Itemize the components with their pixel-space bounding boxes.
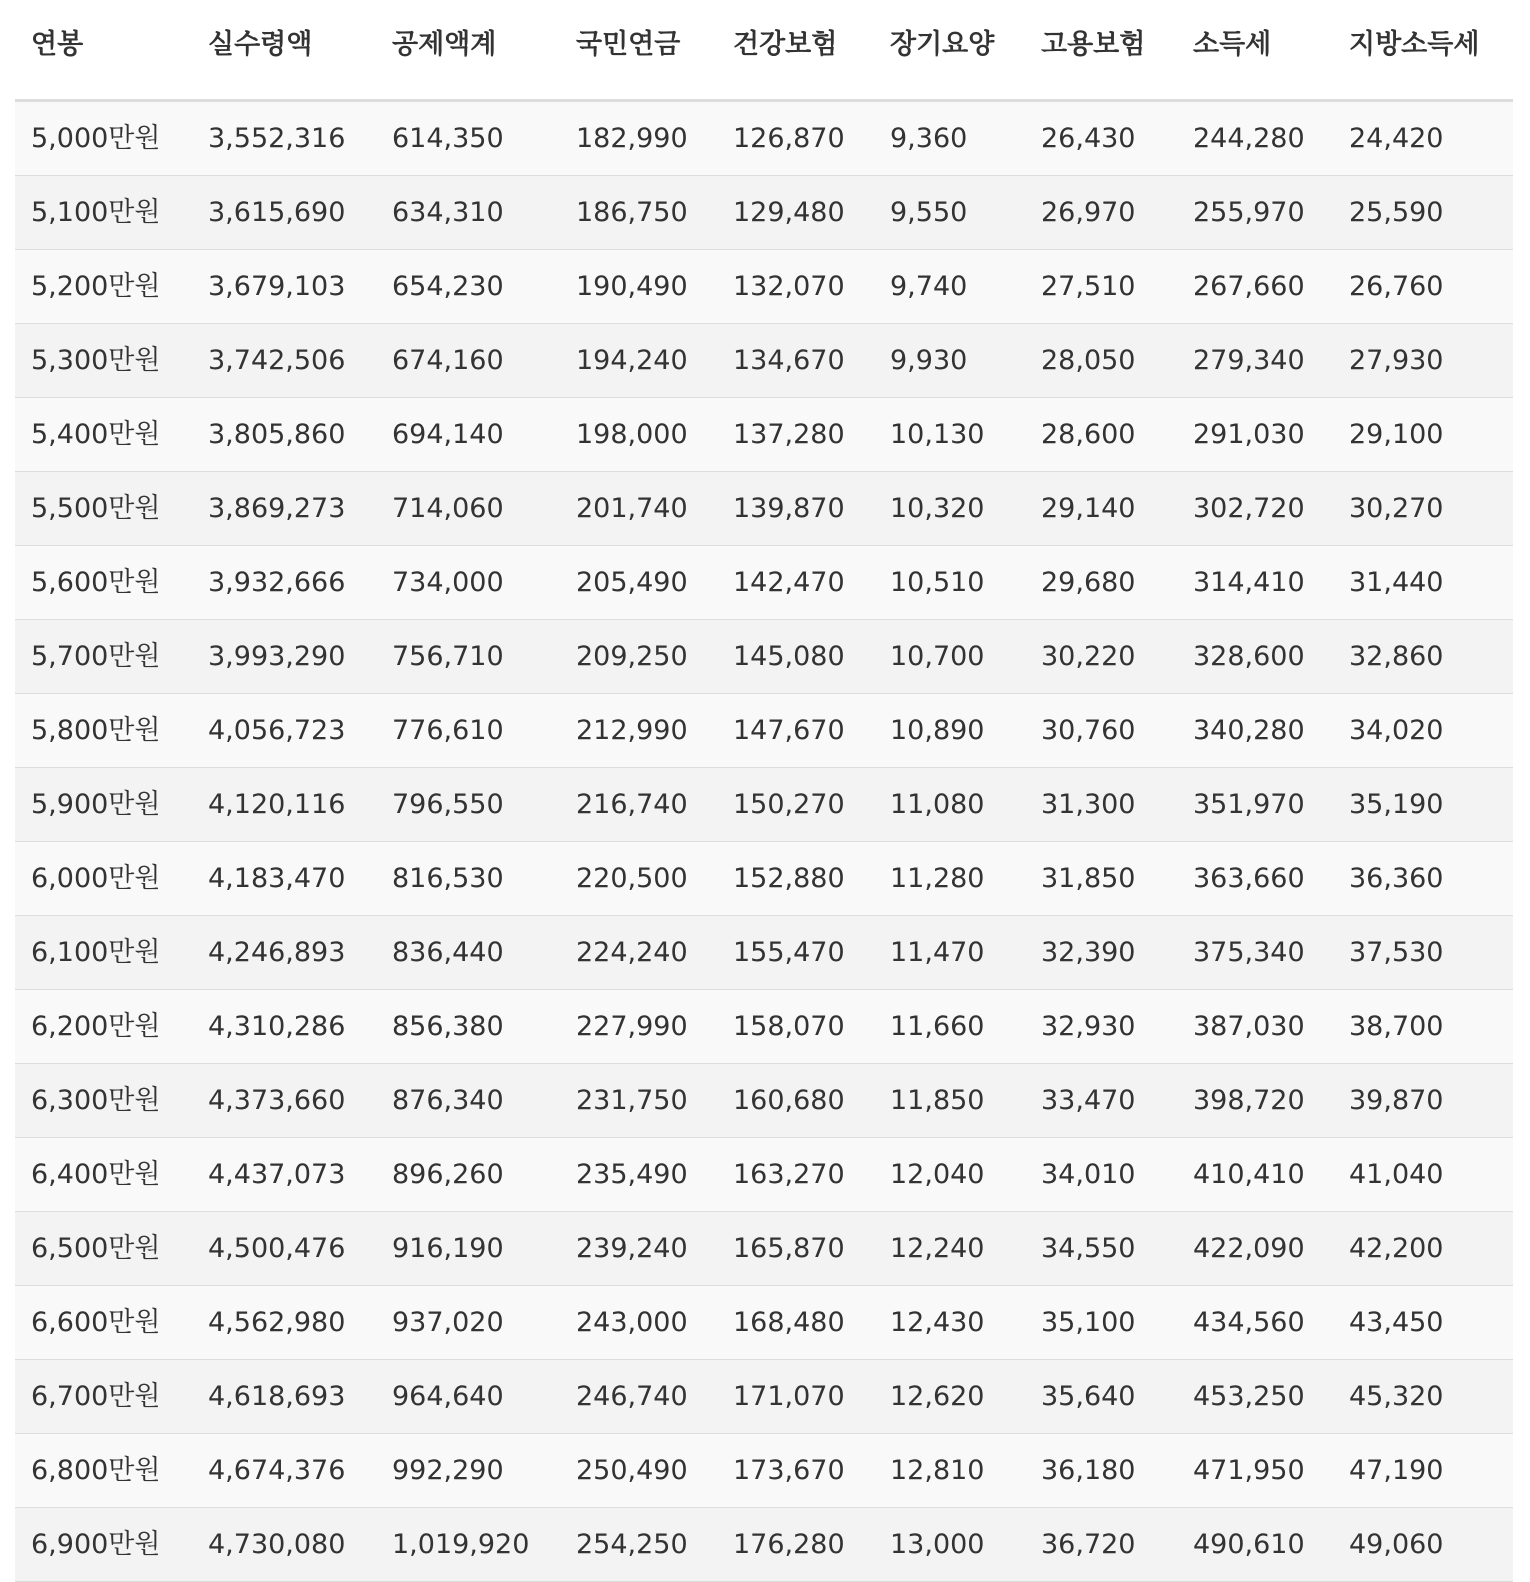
header-annual-salary: 연봉: [15, 0, 192, 101]
cell-local-income-tax: 34,020: [1333, 694, 1513, 768]
cell-annual-salary: 6,300만원: [15, 1064, 192, 1138]
cell-long-term-care: 11,850: [874, 1064, 1025, 1138]
cell-local-income-tax: 45,320: [1333, 1360, 1513, 1434]
table-row: [15, 990, 1513, 1064]
cell-national-pension: 243,000: [560, 1286, 717, 1360]
cell-employment-insurance: 28,600: [1025, 398, 1177, 472]
cell-net-pay: 3,742,506: [192, 324, 376, 398]
cell-total-deductions: 816,530: [376, 842, 560, 916]
table-row: [15, 1434, 1513, 1508]
cell-national-pension: 231,750: [560, 1064, 717, 1138]
cell-income-tax: 340,280: [1177, 694, 1333, 768]
cell-employment-insurance: 32,390: [1025, 916, 1177, 990]
cell-local-income-tax: 41,040: [1333, 1138, 1513, 1212]
cell-national-pension: 212,990: [560, 694, 717, 768]
cell-health-insurance: 160,680: [717, 1064, 874, 1138]
cell-local-income-tax: 43,450: [1333, 1286, 1513, 1360]
cell-net-pay: 3,679,103: [192, 250, 376, 324]
cell-health-insurance: 171,070: [717, 1360, 874, 1434]
header-local-income-tax: 지방소득세: [1333, 0, 1513, 101]
cell-long-term-care: 12,620: [874, 1360, 1025, 1434]
cell-income-tax: 363,660: [1177, 842, 1333, 916]
cell-income-tax: 267,660: [1177, 250, 1333, 324]
cell-annual-salary: 6,800만원: [15, 1434, 192, 1508]
cell-local-income-tax: 26,760: [1333, 250, 1513, 324]
cell-local-income-tax: 27,930: [1333, 324, 1513, 398]
cell-total-deductions: 776,610: [376, 694, 560, 768]
table-row: [15, 101, 1513, 176]
cell-health-insurance: 155,470: [717, 916, 874, 990]
cell-annual-salary: 5,000만원: [15, 101, 192, 176]
cell-total-deductions: 714,060: [376, 472, 560, 546]
cell-net-pay: 4,246,893: [192, 916, 376, 990]
cell-local-income-tax: 30,270: [1333, 472, 1513, 546]
cell-national-pension: 216,740: [560, 768, 717, 842]
header-total-deductions: 공제액계: [376, 0, 560, 101]
cell-net-pay: 4,674,376: [192, 1434, 376, 1508]
cell-annual-salary: 6,100만원: [15, 916, 192, 990]
cell-health-insurance: 165,870: [717, 1212, 874, 1286]
cell-income-tax: 471,950: [1177, 1434, 1333, 1508]
cell-national-pension: 198,000: [560, 398, 717, 472]
cell-long-term-care: 11,080: [874, 768, 1025, 842]
cell-total-deductions: 937,020: [376, 1286, 560, 1360]
cell-long-term-care: 13,000: [874, 1508, 1025, 1582]
cell-employment-insurance: 30,220: [1025, 620, 1177, 694]
cell-employment-insurance: 31,300: [1025, 768, 1177, 842]
cell-income-tax: 255,970: [1177, 176, 1333, 250]
cell-national-pension: 227,990: [560, 990, 717, 1064]
cell-health-insurance: 152,880: [717, 842, 874, 916]
cell-long-term-care: 12,040: [874, 1138, 1025, 1212]
cell-net-pay: 3,615,690: [192, 176, 376, 250]
cell-annual-salary: 6,000만원: [15, 842, 192, 916]
cell-net-pay: 3,869,273: [192, 472, 376, 546]
cell-income-tax: 351,970: [1177, 768, 1333, 842]
cell-income-tax: 434,560: [1177, 1286, 1333, 1360]
cell-total-deductions: 856,380: [376, 990, 560, 1064]
cell-net-pay: 4,437,073: [192, 1138, 376, 1212]
cell-total-deductions: 756,710: [376, 620, 560, 694]
cell-national-pension: 182,990: [560, 101, 717, 176]
cell-health-insurance: 150,270: [717, 768, 874, 842]
cell-local-income-tax: 36,360: [1333, 842, 1513, 916]
cell-employment-insurance: 34,010: [1025, 1138, 1177, 1212]
cell-national-pension: 186,750: [560, 176, 717, 250]
cell-income-tax: 375,340: [1177, 916, 1333, 990]
cell-total-deductions: 734,000: [376, 546, 560, 620]
cell-total-deductions: 654,230: [376, 250, 560, 324]
cell-health-insurance: 168,480: [717, 1286, 874, 1360]
cell-local-income-tax: 29,100: [1333, 398, 1513, 472]
table-row: [15, 1508, 1513, 1582]
cell-local-income-tax: 49,060: [1333, 1508, 1513, 1582]
cell-annual-salary: 5,600만원: [15, 546, 192, 620]
cell-employment-insurance: 29,680: [1025, 546, 1177, 620]
cell-national-pension: 205,490: [560, 546, 717, 620]
table-row: [15, 1360, 1513, 1434]
cell-income-tax: 422,090: [1177, 1212, 1333, 1286]
header-net-pay: 실수령액: [192, 0, 376, 101]
table-row: [15, 916, 1513, 990]
table-row: [15, 1138, 1513, 1212]
cell-local-income-tax: 24,420: [1333, 101, 1513, 176]
cell-net-pay: 3,805,860: [192, 398, 376, 472]
table-row: [15, 472, 1513, 546]
cell-employment-insurance: 27,510: [1025, 250, 1177, 324]
header-income-tax: 소득세: [1177, 0, 1333, 101]
cell-national-pension: 201,740: [560, 472, 717, 546]
cell-long-term-care: 12,430: [874, 1286, 1025, 1360]
cell-national-pension: 239,240: [560, 1212, 717, 1286]
cell-health-insurance: 158,070: [717, 990, 874, 1064]
cell-annual-salary: 6,500만원: [15, 1212, 192, 1286]
table-row: [15, 694, 1513, 768]
cell-long-term-care: 9,930: [874, 324, 1025, 398]
cell-net-pay: 4,618,693: [192, 1360, 376, 1434]
cell-national-pension: 190,490: [560, 250, 717, 324]
cell-employment-insurance: 26,430: [1025, 101, 1177, 176]
cell-annual-salary: 5,500만원: [15, 472, 192, 546]
cell-long-term-care: 10,130: [874, 398, 1025, 472]
cell-employment-insurance: 26,970: [1025, 176, 1177, 250]
cell-total-deductions: 836,440: [376, 916, 560, 990]
cell-employment-insurance: 33,470: [1025, 1064, 1177, 1138]
cell-employment-insurance: 28,050: [1025, 324, 1177, 398]
header-health-insurance: 건강보험: [717, 0, 874, 101]
table-row: [15, 398, 1513, 472]
cell-net-pay: 4,730,080: [192, 1508, 376, 1582]
cell-employment-insurance: 32,930: [1025, 990, 1177, 1064]
salary-table-container: [15, 0, 1513, 1582]
cell-total-deductions: 674,160: [376, 324, 560, 398]
cell-total-deductions: 964,640: [376, 1360, 560, 1434]
cell-annual-salary: 5,900만원: [15, 768, 192, 842]
cell-total-deductions: 614,350: [376, 101, 560, 176]
cell-income-tax: 398,720: [1177, 1064, 1333, 1138]
table-row: [15, 250, 1513, 324]
cell-health-insurance: 145,080: [717, 620, 874, 694]
cell-long-term-care: 12,810: [874, 1434, 1025, 1508]
cell-local-income-tax: 37,530: [1333, 916, 1513, 990]
cell-national-pension: 209,250: [560, 620, 717, 694]
cell-national-pension: 220,500: [560, 842, 717, 916]
cell-income-tax: 279,340: [1177, 324, 1333, 398]
table-row: [15, 842, 1513, 916]
cell-income-tax: 314,410: [1177, 546, 1333, 620]
cell-annual-salary: 5,700만원: [15, 620, 192, 694]
cell-national-pension: 224,240: [560, 916, 717, 990]
cell-employment-insurance: 36,720: [1025, 1508, 1177, 1582]
cell-net-pay: 4,310,286: [192, 990, 376, 1064]
cell-local-income-tax: 35,190: [1333, 768, 1513, 842]
cell-long-term-care: 11,660: [874, 990, 1025, 1064]
header-row: [15, 0, 1513, 101]
cell-local-income-tax: 31,440: [1333, 546, 1513, 620]
cell-health-insurance: 163,270: [717, 1138, 874, 1212]
cell-net-pay: 4,373,660: [192, 1064, 376, 1138]
cell-health-insurance: 134,670: [717, 324, 874, 398]
cell-health-insurance: 176,280: [717, 1508, 874, 1582]
cell-net-pay: 4,183,470: [192, 842, 376, 916]
cell-long-term-care: 9,550: [874, 176, 1025, 250]
cell-net-pay: 3,932,666: [192, 546, 376, 620]
table-row: [15, 768, 1513, 842]
cell-employment-insurance: 35,640: [1025, 1360, 1177, 1434]
cell-local-income-tax: 39,870: [1333, 1064, 1513, 1138]
cell-national-pension: 250,490: [560, 1434, 717, 1508]
cell-net-pay: 4,500,476: [192, 1212, 376, 1286]
cell-employment-insurance: 31,850: [1025, 842, 1177, 916]
cell-long-term-care: 10,510: [874, 546, 1025, 620]
salary-table: [15, 0, 1513, 1582]
cell-income-tax: 302,720: [1177, 472, 1333, 546]
cell-health-insurance: 147,670: [717, 694, 874, 768]
cell-annual-salary: 6,600만원: [15, 1286, 192, 1360]
cell-total-deductions: 896,260: [376, 1138, 560, 1212]
cell-health-insurance: 173,670: [717, 1434, 874, 1508]
cell-annual-salary: 6,200만원: [15, 990, 192, 1064]
cell-employment-insurance: 36,180: [1025, 1434, 1177, 1508]
header-national-pension: 국민연금: [560, 0, 717, 101]
cell-total-deductions: 1,019,920: [376, 1508, 560, 1582]
cell-annual-salary: 5,300만원: [15, 324, 192, 398]
table-row: [15, 620, 1513, 694]
table-row: [15, 176, 1513, 250]
table-row: [15, 546, 1513, 620]
cell-total-deductions: 876,340: [376, 1064, 560, 1138]
table-row: [15, 1212, 1513, 1286]
cell-employment-insurance: 30,760: [1025, 694, 1177, 768]
cell-income-tax: 410,410: [1177, 1138, 1333, 1212]
cell-income-tax: 244,280: [1177, 101, 1333, 176]
cell-total-deductions: 992,290: [376, 1434, 560, 1508]
cell-national-pension: 246,740: [560, 1360, 717, 1434]
cell-national-pension: 254,250: [560, 1508, 717, 1582]
cell-health-insurance: 142,470: [717, 546, 874, 620]
cell-income-tax: 291,030: [1177, 398, 1333, 472]
cell-annual-salary: 5,800만원: [15, 694, 192, 768]
cell-long-term-care: 9,740: [874, 250, 1025, 324]
table-header: [15, 0, 1513, 101]
cell-annual-salary: 5,100만원: [15, 176, 192, 250]
table-row: [15, 1064, 1513, 1138]
cell-long-term-care: 10,890: [874, 694, 1025, 768]
cell-national-pension: 235,490: [560, 1138, 717, 1212]
table-row: [15, 324, 1513, 398]
cell-income-tax: 328,600: [1177, 620, 1333, 694]
cell-annual-salary: 6,400만원: [15, 1138, 192, 1212]
cell-health-insurance: 137,280: [717, 398, 874, 472]
cell-net-pay: 4,120,116: [192, 768, 376, 842]
cell-health-insurance: 132,070: [717, 250, 874, 324]
cell-employment-insurance: 29,140: [1025, 472, 1177, 546]
cell-long-term-care: 11,280: [874, 842, 1025, 916]
cell-total-deductions: 634,310: [376, 176, 560, 250]
cell-total-deductions: 916,190: [376, 1212, 560, 1286]
cell-annual-salary: 6,900만원: [15, 1508, 192, 1582]
cell-long-term-care: 10,700: [874, 620, 1025, 694]
cell-long-term-care: 11,470: [874, 916, 1025, 990]
cell-national-pension: 194,240: [560, 324, 717, 398]
cell-local-income-tax: 47,190: [1333, 1434, 1513, 1508]
cell-annual-salary: 5,200만원: [15, 250, 192, 324]
table-body: [15, 101, 1513, 1582]
cell-net-pay: 4,562,980: [192, 1286, 376, 1360]
cell-local-income-tax: 25,590: [1333, 176, 1513, 250]
cell-income-tax: 453,250: [1177, 1360, 1333, 1434]
cell-net-pay: 4,056,723: [192, 694, 376, 768]
cell-income-tax: 490,610: [1177, 1508, 1333, 1582]
cell-annual-salary: 5,400만원: [15, 398, 192, 472]
cell-local-income-tax: 42,200: [1333, 1212, 1513, 1286]
cell-local-income-tax: 38,700: [1333, 990, 1513, 1064]
cell-income-tax: 387,030: [1177, 990, 1333, 1064]
cell-annual-salary: 6,700만원: [15, 1360, 192, 1434]
cell-total-deductions: 796,550: [376, 768, 560, 842]
cell-net-pay: 3,993,290: [192, 620, 376, 694]
cell-net-pay: 3,552,316: [192, 101, 376, 176]
cell-employment-insurance: 35,100: [1025, 1286, 1177, 1360]
header-long-term-care: 장기요양: [874, 0, 1025, 101]
cell-total-deductions: 694,140: [376, 398, 560, 472]
table-row: [15, 1286, 1513, 1360]
cell-long-term-care: 10,320: [874, 472, 1025, 546]
cell-local-income-tax: 32,860: [1333, 620, 1513, 694]
cell-health-insurance: 139,870: [717, 472, 874, 546]
cell-health-insurance: 126,870: [717, 101, 874, 176]
header-employment-insurance: 고용보험: [1025, 0, 1177, 101]
cell-health-insurance: 129,480: [717, 176, 874, 250]
cell-long-term-care: 12,240: [874, 1212, 1025, 1286]
cell-employment-insurance: 34,550: [1025, 1212, 1177, 1286]
cell-long-term-care: 9,360: [874, 101, 1025, 176]
